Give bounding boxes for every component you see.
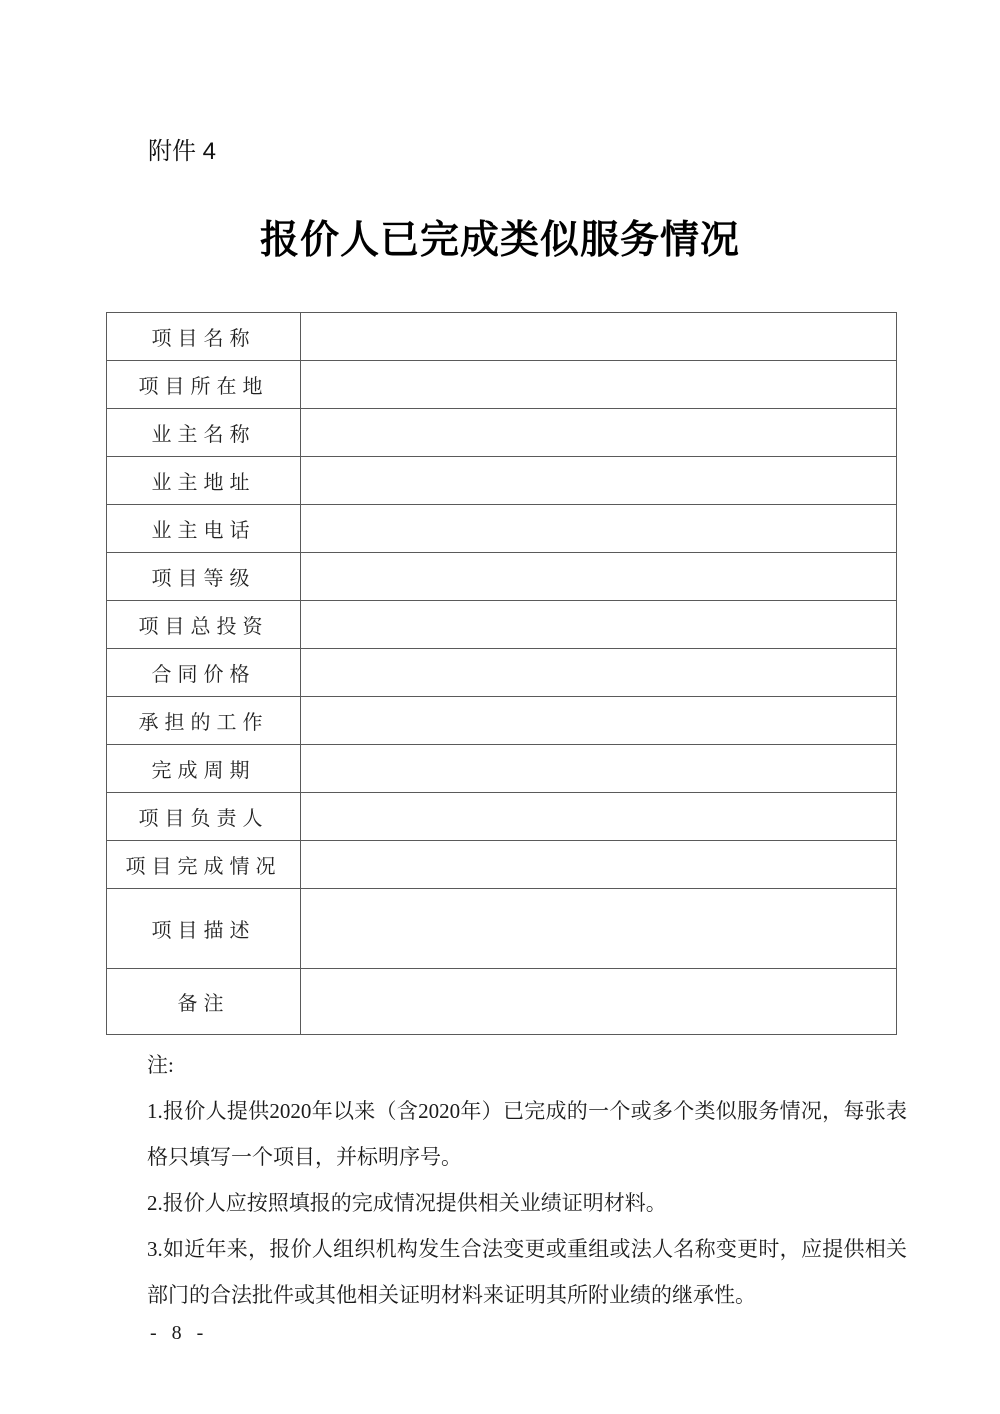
row-label: 项目所在地 bbox=[107, 361, 301, 409]
table-row bbox=[107, 793, 897, 841]
table-row bbox=[107, 313, 897, 361]
table-row bbox=[107, 745, 897, 793]
row-value-cell[interactable] bbox=[301, 409, 897, 457]
notes-section bbox=[147, 1042, 907, 1318]
attachment-label: 附件 4 bbox=[148, 138, 217, 165]
row-label: 业主名称 bbox=[107, 409, 301, 457]
row-label: 项目总投资 bbox=[107, 601, 301, 649]
note-item: 1.报价人提供2020年以来（含2020年）已完成的一个或多个类似服务情况，每张表格只填写一个项目，并标明序号。 bbox=[147, 1099, 907, 1169]
row-value-cell[interactable] bbox=[301, 313, 897, 361]
notes-heading: 注: bbox=[147, 1053, 174, 1077]
row-value-cell[interactable] bbox=[301, 361, 897, 409]
row-label: 业主电话 bbox=[107, 505, 301, 553]
row-label: 项目描述 bbox=[107, 889, 301, 969]
row-value-cell[interactable] bbox=[301, 649, 897, 697]
row-label: 业主地址 bbox=[107, 457, 301, 505]
table-row bbox=[107, 409, 897, 457]
row-label: 项目名称 bbox=[107, 313, 301, 361]
table-row bbox=[107, 841, 897, 889]
row-value-cell[interactable] bbox=[301, 793, 897, 841]
table-body bbox=[107, 313, 897, 1035]
table-row bbox=[107, 601, 897, 649]
table-row bbox=[107, 697, 897, 745]
row-value-cell[interactable] bbox=[301, 841, 897, 889]
table-row bbox=[107, 553, 897, 601]
row-value-cell[interactable] bbox=[301, 889, 897, 969]
row-value-cell[interactable] bbox=[301, 505, 897, 553]
row-value-cell[interactable] bbox=[301, 601, 897, 649]
page-number: - 8 - bbox=[150, 1322, 209, 1344]
table-row bbox=[107, 457, 897, 505]
table-row bbox=[107, 889, 897, 969]
row-label: 合同价格 bbox=[107, 649, 301, 697]
row-value-cell[interactable] bbox=[301, 697, 897, 745]
table-row bbox=[107, 505, 897, 553]
row-value-cell[interactable] bbox=[301, 745, 897, 793]
notes-list bbox=[147, 1088, 907, 1318]
row-label: 备注 bbox=[107, 969, 301, 1035]
row-label: 项目负责人 bbox=[107, 793, 301, 841]
table-row bbox=[107, 649, 897, 697]
page-title: 报价人已完成类似服务情况 bbox=[259, 219, 740, 262]
row-value-cell[interactable] bbox=[301, 969, 897, 1035]
row-value-cell[interactable] bbox=[301, 457, 897, 505]
row-label: 承担的工作 bbox=[107, 697, 301, 745]
table-row bbox=[107, 361, 897, 409]
table-row bbox=[107, 969, 897, 1035]
row-label: 项目等级 bbox=[107, 553, 301, 601]
row-label: 完成周期 bbox=[107, 745, 301, 793]
row-value-cell[interactable] bbox=[301, 553, 897, 601]
row-label: 项目完成情况 bbox=[107, 841, 301, 889]
note-item: 2.报价人应按照填报的完成情况提供相关业绩证明材料。 bbox=[147, 1191, 667, 1215]
note-item: 3.如近年来，报价人组织机构发生合法变更或重组或法人名称变更时，应提供相关部门的合法批件或其他相关证明材料来证明其所附业绩的继承性。 bbox=[147, 1237, 907, 1307]
similar-services-table bbox=[106, 312, 897, 1035]
